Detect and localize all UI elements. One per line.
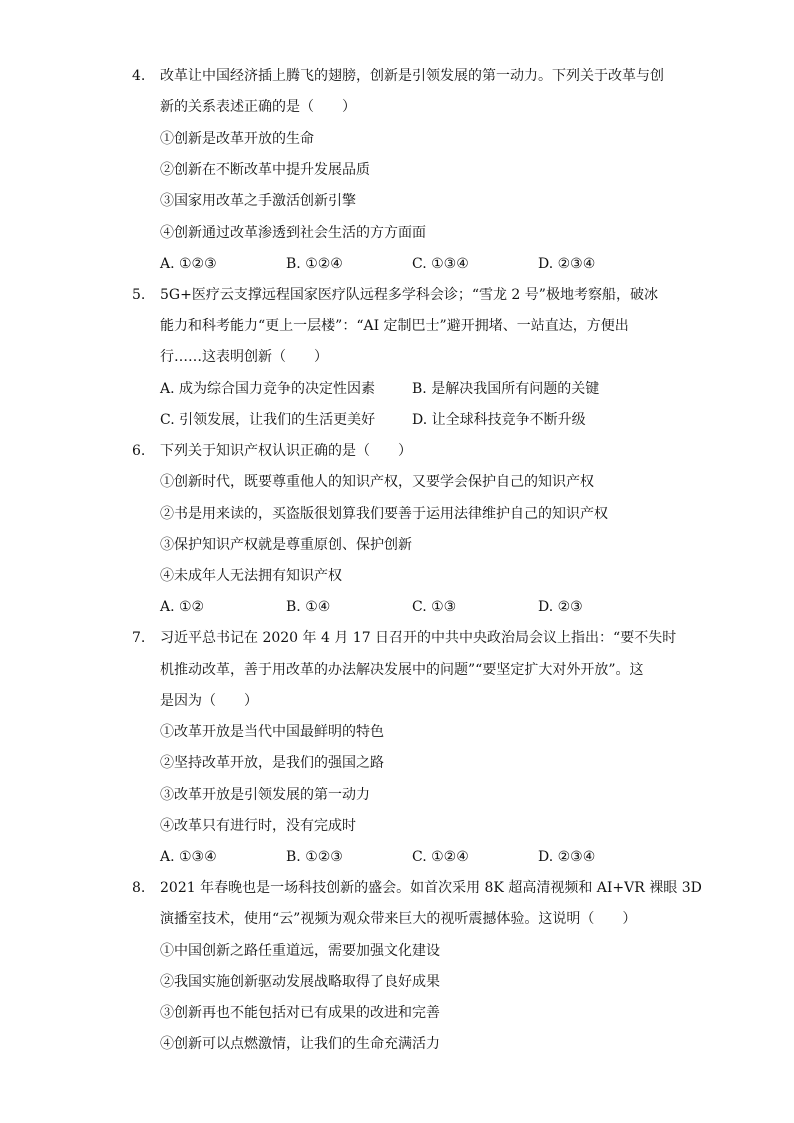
question-number: 8. <box>132 880 146 896</box>
question-stem-line: 2021 年春晚也是一场科技创新的盛会。如首次采用 8K 超高清视频和 AI+VR 裸眼 3D <box>160 880 702 896</box>
statement: ③保护知识产权就是尊重原创、保护创新 <box>160 537 412 553</box>
options-row <box>160 410 680 430</box>
statement: ④创新可以点燃激情，让我们的生命充满活力 <box>160 1036 440 1052</box>
question-stem-line: 新的关系表述正确的是（ ） <box>160 99 356 115</box>
statement: ④创新通过改革渗透到社会生活的方方面面 <box>160 225 426 241</box>
options-row <box>160 254 680 274</box>
statement: ④未成年人无法拥有知识产权 <box>160 568 342 584</box>
question-stem-line: 下列关于知识产权认识正确的是（ ） <box>160 443 412 459</box>
option-d[interactable]: D. ②③ <box>538 599 583 615</box>
statement: ③改革开放是引领发展的第一动力 <box>160 787 370 803</box>
option-d[interactable]: D. ②③④ <box>538 256 596 272</box>
option-b[interactable]: B. ①②③ <box>286 849 343 865</box>
option-b[interactable]: B. ①④ <box>286 599 331 615</box>
statement: ②坚持改革开放，是我们的强国之路 <box>160 755 384 771</box>
question-stem-line: 习近平总书记在 2020 年 4 月 17 日召开的中共中央政治局会议上指出：“要不失时 <box>160 630 677 646</box>
option-b[interactable]: B. 是解决我国所有问题的关键 <box>412 381 600 397</box>
option-d[interactable]: D. 让全球科技竞争不断升级 <box>412 412 586 428</box>
statement: ③创新再也不能包括对已有成果的改进和完善 <box>160 1005 440 1021</box>
option-c[interactable]: C. ①③ <box>412 599 457 615</box>
question-number: 6. <box>132 443 146 459</box>
question-number: 4. <box>132 68 146 84</box>
question-stem-line: 机推动改革，善于用改革的办法解决发展中的问题”“要坚定扩大对外开放”。这 <box>160 662 644 678</box>
option-a[interactable]: A. 成为综合国力竞争的决定性因素 <box>160 381 376 397</box>
question-number: 5. <box>132 287 146 303</box>
question-stem-line: 5G+医疗云支撑远程国家医疗队远程多学科会诊；“雪龙 2 号”极地考察船，破冰 <box>160 287 658 303</box>
question-stem-line: 是因为（ ） <box>160 693 258 709</box>
question-stem-line: 能力和科考能力“更上一层楼”：“AI 定制巴士”避开拥堵、一站直达，方便出 <box>160 318 629 334</box>
option-c[interactable]: C. ①②④ <box>412 849 469 865</box>
statement: ①创新时代，既要尊重他人的知识产权，又要学会保护自己的知识产权 <box>160 474 594 490</box>
option-c[interactable]: C. 引领发展，让我们的生活更美好 <box>160 412 376 428</box>
options-row <box>160 847 680 867</box>
option-a[interactable]: A. ①② <box>160 599 205 615</box>
option-a[interactable]: A. ①③④ <box>160 849 217 865</box>
statement: ①改革开放是当代中国最鲜明的特色 <box>160 724 384 740</box>
options-row <box>160 597 680 617</box>
statement: ①中国创新之路任重道远，需要加强文化建设 <box>160 943 440 959</box>
statement: ①创新是改革开放的生命 <box>160 131 314 147</box>
question-stem-line: 改革让中国经济插上腾飞的翅膀，创新是引领发展的第一动力。下列关于改革与创 <box>160 68 664 84</box>
statement: ③国家用改革之手激活创新引擎 <box>160 193 356 209</box>
option-b[interactable]: B. ①②④ <box>286 256 343 272</box>
question-stem-line: 演播室技术，使用“云”视频为观众带来巨大的视听震撼体验。这说明（ ） <box>160 911 637 927</box>
options-row <box>160 379 680 399</box>
question-stem-line: 行……这表明创新（ ） <box>160 349 328 365</box>
question-number: 7. <box>132 630 146 646</box>
option-d[interactable]: D. ②③④ <box>538 849 596 865</box>
statement: ②书是用来读的，买盗版很划算我们要善于运用法律维护自己的知识产权 <box>160 506 608 522</box>
option-c[interactable]: C. ①③④ <box>412 256 469 272</box>
statement: ②我国实施创新驱动发展战略取得了良好成果 <box>160 974 440 990</box>
option-a[interactable]: A. ①②③ <box>160 256 217 272</box>
statement: ②创新在不断改革中提升发展品质 <box>160 162 370 178</box>
statement: ④改革只有进行时，没有完成时 <box>160 818 356 834</box>
